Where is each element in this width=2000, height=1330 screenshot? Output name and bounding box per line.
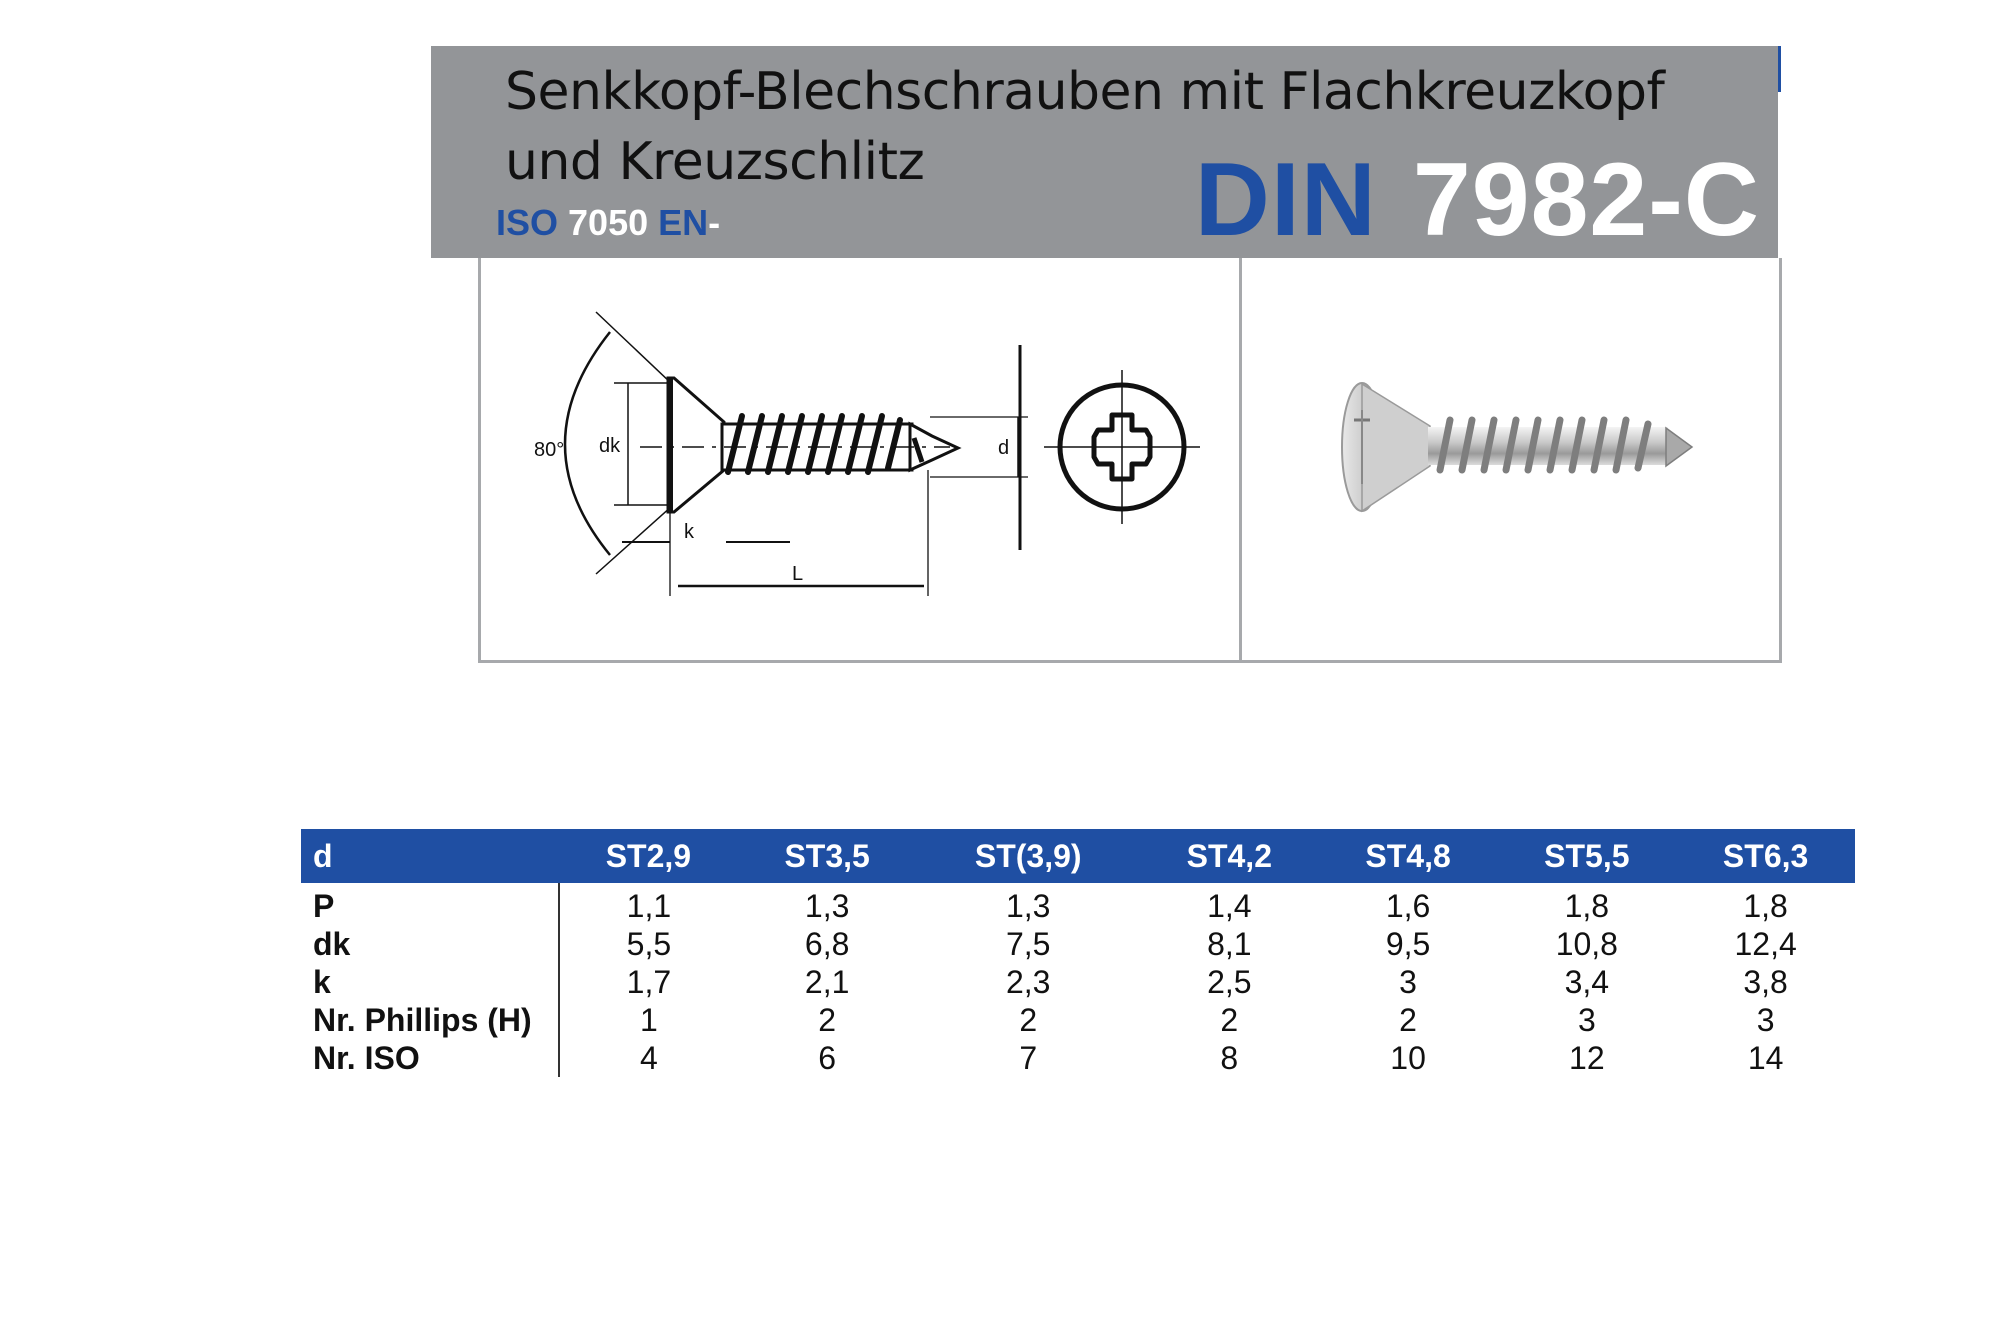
row-label: k — [301, 963, 559, 1001]
iso-prefix: ISO — [496, 202, 559, 243]
table-cell: 2 — [1019, 1002, 1038, 1038]
col-st5-5: ST5,5 — [1497, 829, 1676, 883]
en-prefix: EN — [658, 202, 709, 243]
col-st3-5: ST3,5 — [738, 829, 917, 883]
table-cell: 1,8 — [1564, 888, 1610, 924]
iso-number: 7050 — [568, 202, 649, 243]
row-label: P — [301, 883, 559, 925]
d-label: d — [998, 437, 1010, 459]
din-prefix: DIN — [1194, 142, 1377, 258]
table-cell: 14 — [1747, 1040, 1784, 1076]
table-cell: 7,5 — [1005, 926, 1051, 962]
col-st4-8: ST4,8 — [1319, 829, 1498, 883]
table-cell: 10 — [1390, 1040, 1426, 1076]
table-cell: 1,1 — [626, 888, 672, 924]
row-label: dk — [301, 925, 559, 963]
table-cell: 5,5 — [626, 926, 672, 962]
angle-ray-top — [596, 312, 672, 384]
table-cell: 4 — [639, 1040, 658, 1076]
table-row — [301, 925, 1855, 963]
table-cell: 12 — [1569, 1040, 1605, 1076]
table-row — [301, 963, 1855, 1001]
table-cell: 2 — [818, 1002, 837, 1038]
table-cell: 3,8 — [1743, 964, 1788, 1000]
en-number: - — [708, 202, 721, 243]
screw-photo — [1342, 383, 1692, 511]
table-cell: 3,4 — [1564, 964, 1610, 1000]
table-row — [301, 1039, 1855, 1077]
dimension-table — [301, 829, 1855, 1077]
product-title-line-1: Senkkopf-Blechschrauben mit Flachkreuzkopf — [505, 62, 1665, 122]
screw-head-outline — [668, 378, 724, 512]
table-row — [301, 1001, 1855, 1039]
col-st6-3: ST6,3 — [1676, 829, 1855, 883]
table-cell: 6 — [818, 1040, 837, 1076]
table-cell: 1,4 — [1207, 888, 1252, 924]
table-cell: 3 — [1399, 964, 1417, 1000]
table-cell: 9,5 — [1385, 926, 1431, 962]
table-cell: 1,3 — [1005, 888, 1051, 924]
table-cell: 3 — [1577, 1002, 1596, 1038]
col-st3-9: ST(3,9) — [917, 829, 1140, 883]
table-cell: 2,3 — [1005, 964, 1051, 1000]
dk-label: dk — [599, 435, 621, 457]
table-cell: 10,8 — [1555, 926, 1618, 962]
table-cell: 1 — [639, 1002, 658, 1038]
table-cell: 1,3 — [804, 888, 850, 924]
k-label: k — [684, 521, 694, 543]
col-st4-2: ST4,2 — [1140, 829, 1319, 883]
phillips-head-top-view — [1044, 370, 1200, 524]
table-cell: 2,5 — [1207, 964, 1252, 1000]
table-cell: 2,1 — [804, 964, 850, 1000]
table-cell: 2 — [1220, 1002, 1239, 1038]
header-d: d — [301, 829, 559, 883]
table-cell: 12,4 — [1734, 926, 1797, 962]
table-cell: 1,7 — [626, 964, 672, 1000]
table-cell: 3 — [1756, 1002, 1775, 1038]
row-label: Nr. ISO — [301, 1039, 559, 1077]
col-st2-9: ST2,9 — [559, 829, 738, 883]
table-row — [301, 883, 1855, 925]
angle-label: 80° — [534, 439, 565, 461]
l-label: L — [792, 563, 804, 585]
table-cell: 1,6 — [1385, 888, 1431, 924]
table-cell: 8,1 — [1207, 926, 1252, 962]
table-cell: 6,8 — [804, 926, 850, 962]
table-cell: 7 — [1019, 1040, 1038, 1076]
table-cell: 1,8 — [1743, 888, 1788, 924]
table-cell: 8 — [1220, 1040, 1239, 1076]
angle-ray-bottom — [596, 506, 672, 574]
table-header-row — [301, 829, 1855, 883]
row-label: Nr. Phillips (H) — [301, 1001, 559, 1039]
din-number: 7982-C — [1412, 142, 1760, 258]
product-title-line-2: und Kreuzschlitz — [505, 132, 925, 192]
table-cell: 2 — [1399, 1002, 1417, 1038]
